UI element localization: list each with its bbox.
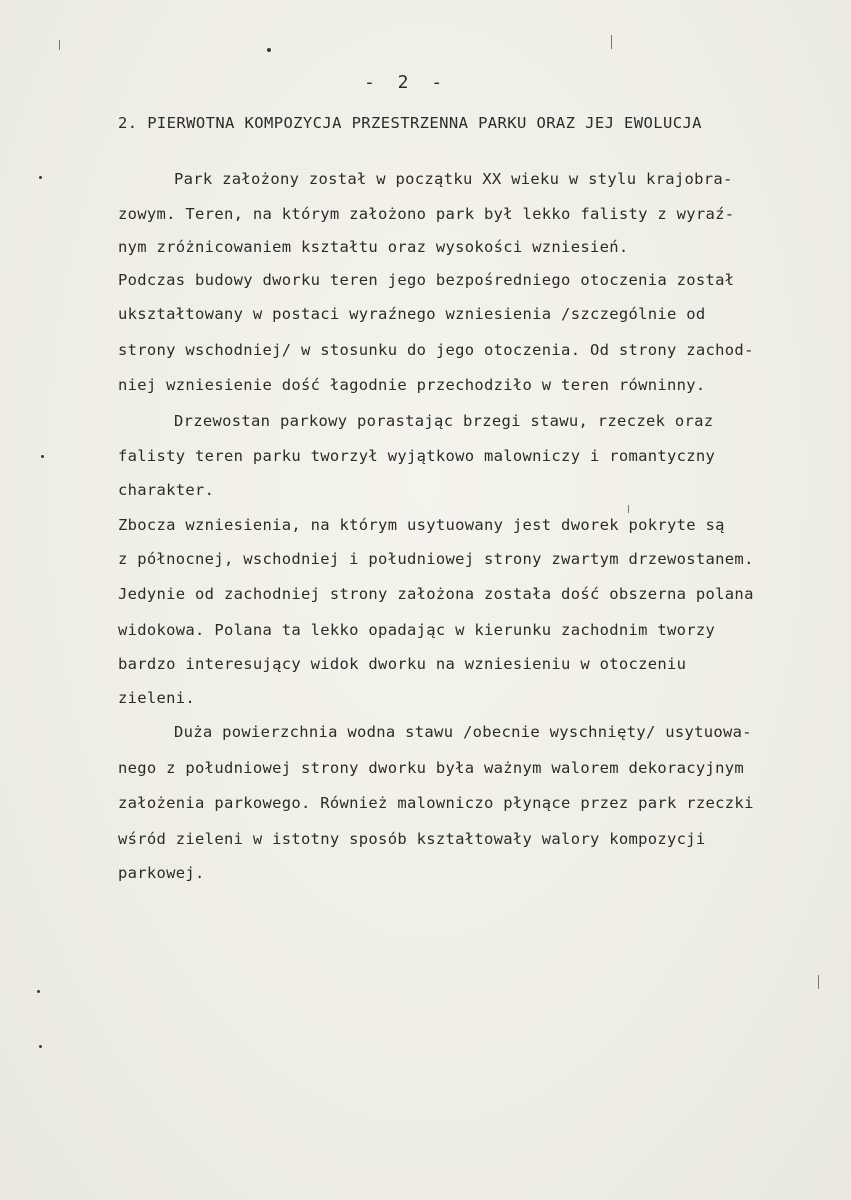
text-line: niej wzniesienie dość łagodnie przechodziło w teren równinny. xyxy=(118,376,706,394)
page-number: - 2 - xyxy=(364,72,449,93)
paper-speck xyxy=(267,48,271,52)
text-line: widokowa. Polana ta lekko opadając w kierunku zachodnim tworzy xyxy=(118,621,716,639)
paper-mark xyxy=(628,505,629,513)
paper-mark xyxy=(818,975,819,989)
text-line: falisty teren parku tworzył wyjątkowo malowniczy i romantyczny xyxy=(118,447,716,465)
text-line: Podczas budowy dworku teren jego bezpośredniego otoczenia został xyxy=(118,271,735,289)
text-line: założenia parkowego. Również malowniczo płynące przez park rzeczki xyxy=(118,794,754,812)
paper-speck xyxy=(41,455,44,458)
paper-speck xyxy=(37,990,40,993)
text-line: Duża powierzchnia wodna stawu /obecnie wyschnięty/ usytuowa- xyxy=(174,723,752,741)
text-line: wśród zieleni w istotny sposób kształtowały walory kompozycji xyxy=(118,830,706,848)
text-line: ukształtowany w postaci wyraźnego wzniesienia /szczególnie od xyxy=(118,305,706,323)
paper-mark xyxy=(59,40,60,50)
text-line: nego z południowej strony dworku była ważnym walorem dekoracyjnym xyxy=(118,759,745,777)
paper-speck xyxy=(39,176,42,179)
text-line: zieleni. xyxy=(118,689,196,707)
text-line: z północnej, wschodniej i południowej strony zwartym drzewostanem. xyxy=(118,550,754,568)
paper-speck xyxy=(39,1045,42,1048)
text-line: Zbocza wzniesienia, na którym usytuowany jest dworek pokryte są xyxy=(118,516,725,534)
text-line: Drzewostan parkowy porastając brzegi stawu, rzeczek oraz xyxy=(174,412,714,430)
paper-mark xyxy=(611,35,612,49)
section-heading: 2. PIERWOTNA KOMPOZYCJA PRZESTRZENNA PARKU ORAZ JEJ EWOLUCJA xyxy=(118,114,702,132)
text-line: zowym. Teren, na którym założono park był lekko falisty z wyraź- xyxy=(118,205,735,223)
text-line: charakter. xyxy=(118,481,215,499)
text-line: bardzo interesujący widok dworku na wzniesieniu w otoczeniu xyxy=(118,655,687,673)
text-line: parkowej. xyxy=(118,864,205,882)
text-line: nym zróżnicowaniem kształtu oraz wysokości wzniesień. xyxy=(118,238,629,256)
text-line: Park założony został w początku XX wieku w stylu krajobra- xyxy=(174,170,733,188)
text-line: strony wschodniej/ w stosunku do jego otoczenia. Od strony zachod- xyxy=(118,341,754,359)
text-line: Jedynie od zachodniej strony założona została dość obszerna polana xyxy=(118,585,754,603)
